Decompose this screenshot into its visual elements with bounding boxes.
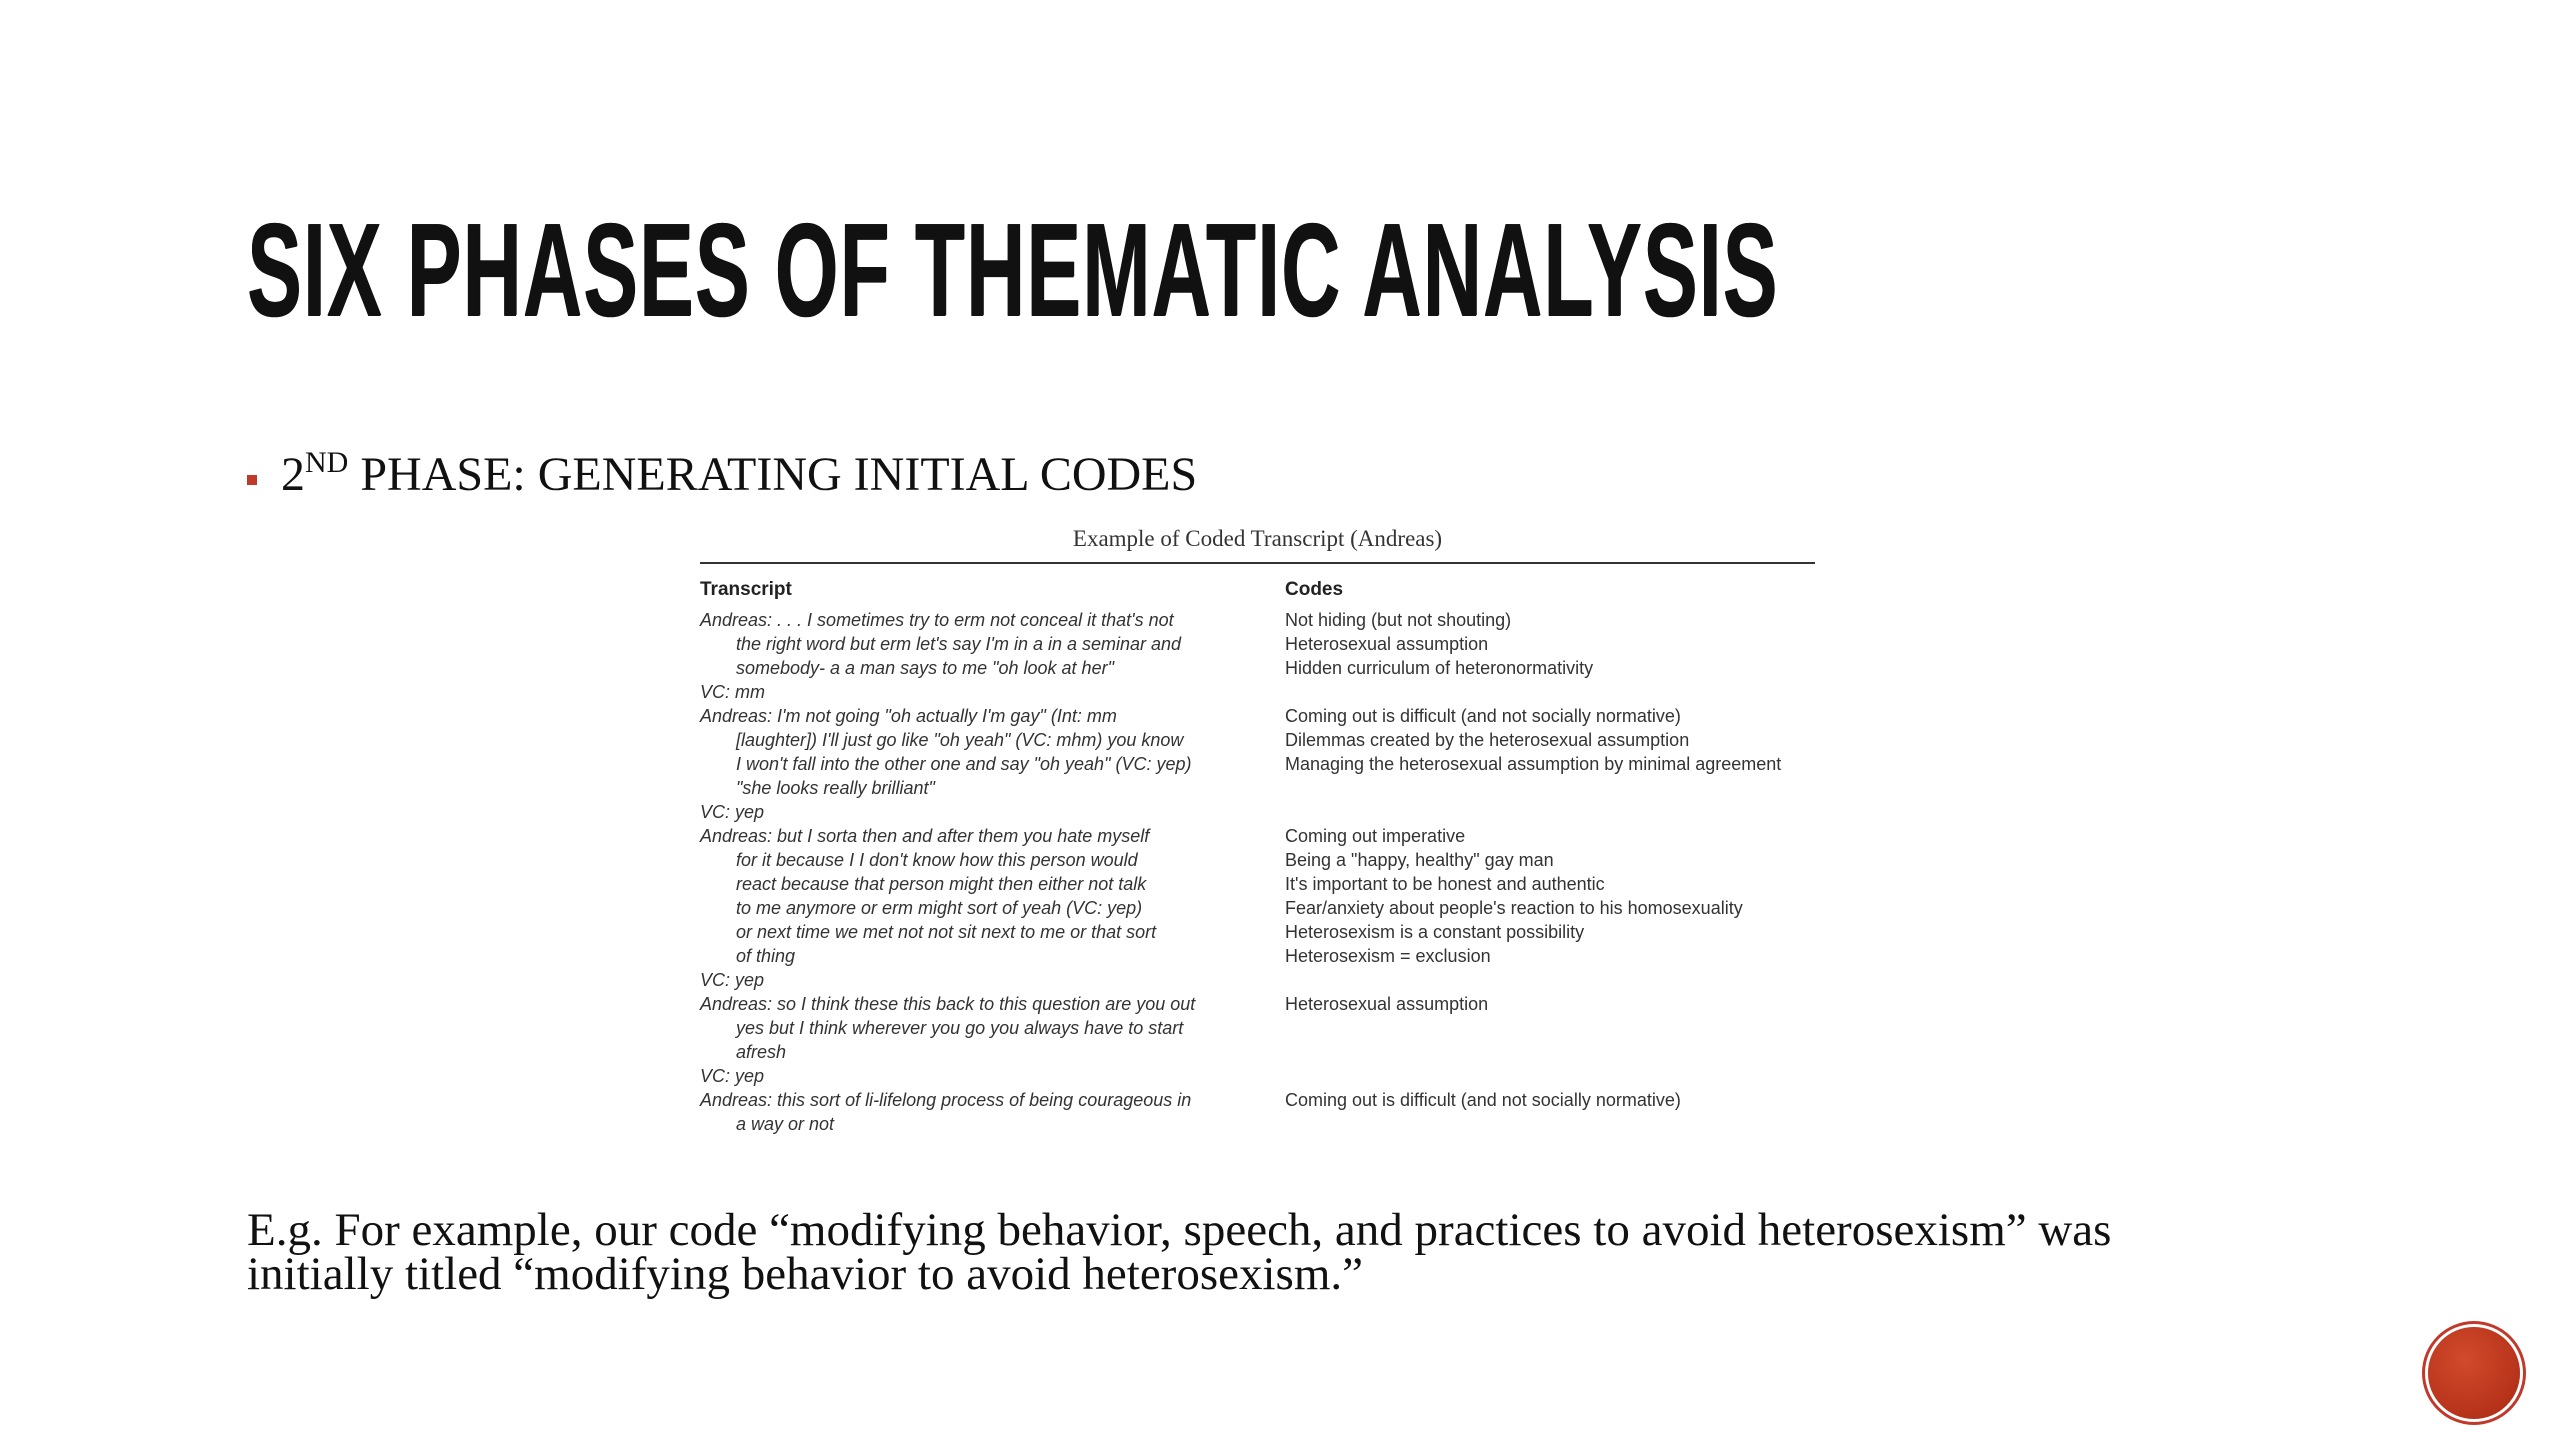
transcript-cell: [700, 704, 1285, 800]
bullet-text: [281, 445, 1197, 505]
code-line: Heterosexual assumption: [1285, 634, 1489, 654]
code-line: Coming out is difficult (and not socially normative): [1285, 706, 1681, 726]
codes-cell: [1285, 992, 1840, 1064]
transcript-line: react because that person might then either not talk: [736, 874, 1147, 894]
code-line: Being a "happy, healthy" gay man: [1285, 850, 1554, 870]
code-line: It's important to be honest and authentic: [1285, 874, 1605, 894]
transcript-line: a way or not: [736, 1114, 835, 1134]
phase-ordinal-suffix: ND: [305, 446, 349, 479]
transcript-cell: [700, 992, 1285, 1064]
transcript-line: somebody- a a man says to me "oh look at her": [736, 658, 1114, 678]
figure-rule: [700, 562, 1815, 564]
transcript-line: for it because I I don't know how this person would: [736, 850, 1138, 870]
codes-cell: [1285, 800, 1840, 824]
example-text: E.g. For example, our code “modifying behavior, speech, and practices to avoid heterosexism” was initially titled “modifying behavior to avoid heterosexism.”: [247, 1204, 2112, 1300]
transcript-line: Andreas: . . . I sometimes try to erm not conceal it that's not: [700, 610, 1174, 630]
transcript-row: [700, 680, 1840, 704]
transcript-row: [700, 1088, 1840, 1136]
slide-title: SIX PHASES OF THEMATIC ANALYSIS: [247, 196, 1779, 343]
transcript-cell: [700, 968, 1285, 992]
header-codes: Codes: [1285, 579, 1344, 600]
transcript-cell: [700, 1088, 1285, 1136]
code-line: Coming out imperative: [1285, 826, 1466, 846]
transcript-row: [700, 704, 1840, 800]
transcript-row: [700, 968, 1840, 992]
figure-header: [700, 572, 1840, 608]
transcript-row: [700, 800, 1840, 824]
transcript-line: VC: mm: [700, 682, 765, 702]
codes-cell: [1285, 608, 1840, 680]
header-transcript: Transcript: [700, 579, 792, 600]
codes-cell: [1285, 680, 1840, 704]
bullet-item: [247, 445, 1197, 505]
transcript-cell: [700, 680, 1285, 704]
code-line: Hidden curriculum of heteronormativity: [1285, 658, 1594, 678]
code-line: Dilemmas created by the heterosexual assumption: [1285, 730, 1690, 750]
codes-cell: [1285, 1088, 1840, 1136]
phase-number: 2: [281, 448, 305, 501]
transcript-cell: [700, 1064, 1285, 1088]
transcript-line: or next time we met not not sit next to me or that sort: [736, 922, 1157, 942]
transcript-line: afresh: [736, 1042, 787, 1062]
transcript-row: [700, 992, 1840, 1064]
transcript-line: VC: yep: [700, 970, 765, 990]
code-line: Fear/anxiety about people's reaction to his homosexuality: [1285, 898, 1743, 918]
transcript-line: Andreas: this sort of li-lifelong process of being courageous in: [700, 1090, 1192, 1110]
figure-caption: Example of Coded Transcript (Andreas): [1072, 526, 1443, 551]
transcript-line: to me anymore or erm might sort of yeah (VC: yep): [736, 898, 1143, 918]
transcript-cell: [700, 800, 1285, 824]
transcript-line: yes but I think wherever you go you always have to start: [736, 1018, 1184, 1038]
bullet-square-icon: [247, 475, 257, 485]
transcript-line: Andreas: but I sorta then and after them you hate myself: [700, 826, 1150, 846]
figure-rows: [700, 608, 1840, 1136]
code-line: Coming out is difficult (and not socially normative): [1285, 1090, 1681, 1110]
transcript-row: [700, 608, 1840, 680]
transcript-row: [700, 824, 1840, 968]
phase-label: PHASE: GENERATING INITIAL CODES: [348, 448, 1198, 501]
code-line: Not hiding (but not shouting): [1285, 610, 1512, 630]
code-line: Managing the heterosexual assumption by minimal agreement: [1285, 754, 1782, 774]
transcript-line: of thing: [736, 946, 796, 966]
slide-nav-button[interactable]: [2428, 1327, 2520, 1419]
codes-cell: [1285, 824, 1840, 968]
codes-cell: [1285, 704, 1840, 800]
transcript-line: the right word but erm let's say I'm in a in a seminar and: [736, 634, 1182, 654]
code-line: Heterosexual assumption: [1285, 994, 1489, 1014]
transcript-line: [laughter]) I'll just go like "oh yeah" (VC: mhm) you know: [736, 730, 1184, 750]
transcript-line: VC: yep: [700, 1066, 765, 1086]
code-line: Heterosexism is a constant possibility: [1285, 922, 1585, 942]
coded-transcript-figure: [700, 520, 1840, 1136]
codes-cell: [1285, 1064, 1840, 1088]
transcript-line: VC: yep: [700, 802, 765, 822]
transcript-line: I won't fall into the other one and say "oh yeah" (VC: yep): [736, 754, 1192, 774]
code-line: Heterosexism = exclusion: [1285, 946, 1491, 966]
transcript-row: [700, 1064, 1840, 1088]
transcript-line: Andreas: I'm not going "oh actually I'm gay" (Int: mm: [700, 706, 1117, 726]
codes-cell: [1285, 968, 1840, 992]
transcript-cell: [700, 608, 1285, 680]
transcript-line: "she looks really brilliant": [736, 778, 935, 798]
transcript-line: Andreas: so I think these this back to this question are you out: [700, 994, 1196, 1014]
transcript-cell: [700, 824, 1285, 968]
